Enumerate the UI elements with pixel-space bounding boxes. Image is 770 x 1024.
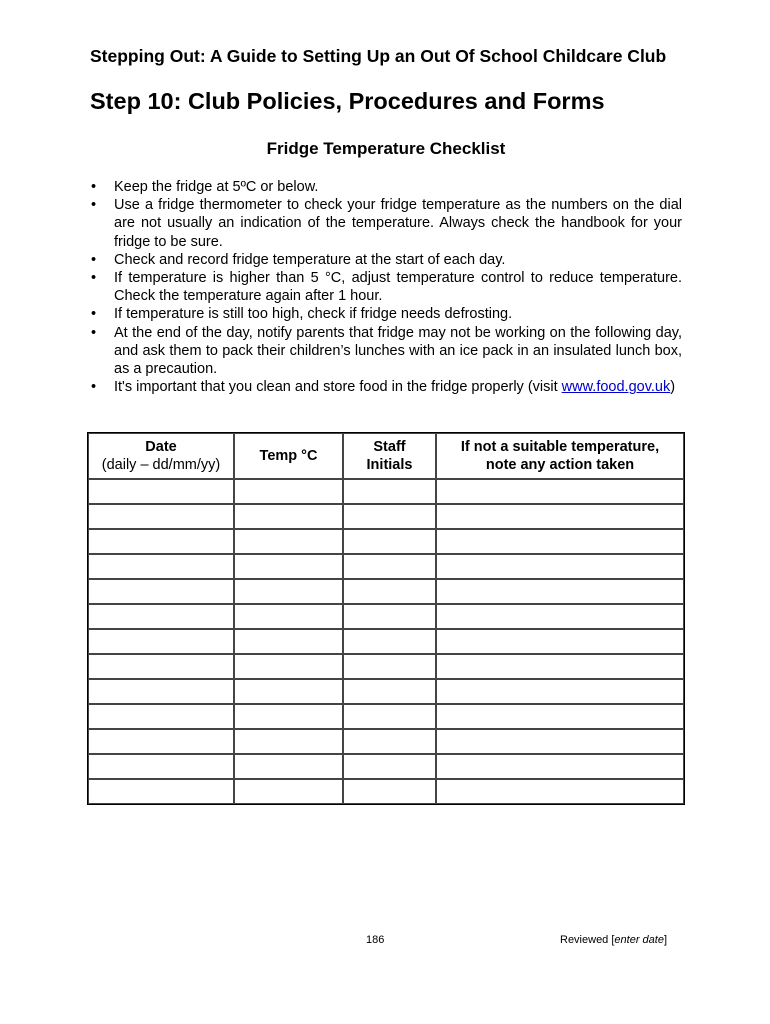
date-header-label: Date — [145, 439, 177, 455]
table-row — [88, 629, 684, 654]
list-item: • Use a fridge thermometer to check your fridge temperature as the numbers on the dial are not usually an indication of the temperature. Always check the handbook for your fridge to be sure. — [90, 196, 682, 251]
action-cell[interactable] — [436, 604, 684, 629]
action-cell[interactable] — [436, 629, 684, 654]
staff-initials-cell[interactable] — [343, 579, 436, 604]
date-cell[interactable] — [88, 679, 234, 704]
date-cell[interactable] — [88, 729, 234, 754]
table-row — [88, 729, 684, 754]
temperature-log-table — [87, 432, 685, 805]
table-row — [88, 754, 684, 779]
list-item — [90, 378, 682, 396]
list-item: • At the end of the day, notify parents that fridge may not be working on the following day, and ask them to pack their children’s lunches with an ice pack in an insulated lunch box, as a precaution. — [90, 324, 682, 379]
table-header-row — [88, 433, 684, 479]
staff-header-line1: Staff — [373, 439, 406, 455]
action-cell[interactable] — [436, 679, 684, 704]
temp-column-header: Temp °C — [234, 433, 343, 479]
table-row — [88, 779, 684, 804]
date-column-header — [88, 433, 234, 479]
temp-cell[interactable] — [234, 604, 343, 629]
action-cell[interactable] — [436, 704, 684, 729]
table-row — [88, 529, 684, 554]
date-format-label: (daily – dd/mm/yy) — [101, 457, 221, 473]
date-cell[interactable] — [88, 754, 234, 779]
list-item: • If temperature is still too high, check if fridge needs defrosting. — [90, 305, 682, 323]
checklist-title: Fridge Temperature Checklist — [266, 139, 506, 158]
date-cell[interactable] — [88, 504, 234, 529]
action-cell[interactable] — [436, 579, 684, 604]
list-item: • Check and record fridge temperature at the start of each day. — [90, 251, 682, 269]
temp-cell[interactable] — [234, 779, 343, 804]
action-cell[interactable] — [436, 779, 684, 804]
date-cell[interactable] — [88, 654, 234, 679]
staff-initials-cell[interactable] — [343, 554, 436, 579]
table-row — [88, 604, 684, 629]
table-row — [88, 704, 684, 729]
action-cell[interactable] — [436, 754, 684, 779]
table-row — [88, 554, 684, 579]
temp-cell[interactable] — [234, 654, 343, 679]
list-item-text-end: ) — [670, 379, 676, 396]
staff-initials-cell[interactable] — [343, 704, 436, 729]
date-cell[interactable] — [88, 604, 234, 629]
guide-title: Stepping Out: A Guide to Setting Up an Out Of School Childcare Club — [90, 46, 667, 66]
staff-initials-cell[interactable] — [343, 779, 436, 804]
date-cell[interactable] — [88, 579, 234, 604]
reviewed-placeholder: enter date — [614, 934, 664, 946]
date-cell[interactable] — [88, 779, 234, 804]
table-row — [88, 579, 684, 604]
guidance-list — [90, 178, 682, 396]
action-cell[interactable] — [436, 529, 684, 554]
reviewed-date — [560, 934, 667, 946]
staff-initials-cell[interactable] — [343, 754, 436, 779]
table-row — [88, 504, 684, 529]
list-item-text: It's important that you clean and store food in the fridge properly (visit — [114, 379, 562, 396]
temp-cell[interactable] — [234, 529, 343, 554]
table-row — [88, 679, 684, 704]
temp-cell[interactable] — [234, 504, 343, 529]
food-gov-link[interactable]: www.food.gov.uk — [561, 379, 671, 396]
date-cell[interactable] — [88, 529, 234, 554]
temp-cell[interactable] — [234, 754, 343, 779]
action-header-line2: note any action taken — [485, 457, 635, 473]
action-cell[interactable] — [436, 504, 684, 529]
action-cell[interactable] — [436, 554, 684, 579]
temp-cell[interactable] — [234, 704, 343, 729]
staff-initials-cell[interactable] — [343, 629, 436, 654]
temp-cell[interactable] — [234, 679, 343, 704]
staff-initials-cell[interactable] — [343, 479, 436, 504]
reviewed-suffix: ] — [663, 934, 668, 946]
table-row — [88, 479, 684, 504]
staff-initials-cell[interactable] — [343, 679, 436, 704]
action-cell[interactable] — [436, 654, 684, 679]
list-item: • If temperature is higher than 5 °C, adjust temperature control to reduce temperature. Check the temperature again after 1 hour. — [90, 269, 682, 305]
step-title: Step 10: Club Policies, Procedures and Forms — [90, 88, 605, 114]
staff-initials-cell[interactable] — [343, 654, 436, 679]
action-cell[interactable] — [436, 479, 684, 504]
temp-cell[interactable] — [234, 554, 343, 579]
temp-cell[interactable] — [234, 629, 343, 654]
date-cell[interactable] — [88, 479, 234, 504]
reviewed-prefix: Reviewed [ — [560, 934, 615, 946]
staff-initials-cell[interactable] — [343, 729, 436, 754]
action-cell[interactable] — [436, 729, 684, 754]
table-row — [88, 654, 684, 679]
staff-initials-cell[interactable] — [343, 504, 436, 529]
staff-initials-column-header — [343, 433, 436, 479]
temperature-log-body — [88, 479, 684, 804]
date-cell[interactable] — [88, 704, 234, 729]
temp-cell[interactable] — [234, 729, 343, 754]
staff-initials-cell[interactable] — [343, 529, 436, 554]
temp-cell[interactable] — [234, 479, 343, 504]
temp-cell[interactable] — [234, 579, 343, 604]
date-cell[interactable] — [88, 554, 234, 579]
action-column-header — [436, 433, 684, 479]
page-number: 186 — [366, 934, 385, 946]
date-cell[interactable] — [88, 629, 234, 654]
staff-initials-cell[interactable] — [343, 604, 436, 629]
list-item: • Keep the fridge at 5ºC or below. — [90, 178, 682, 196]
staff-header-line2: Initials — [366, 457, 413, 473]
action-header-line1: If not a suitable temperature, — [460, 439, 660, 455]
